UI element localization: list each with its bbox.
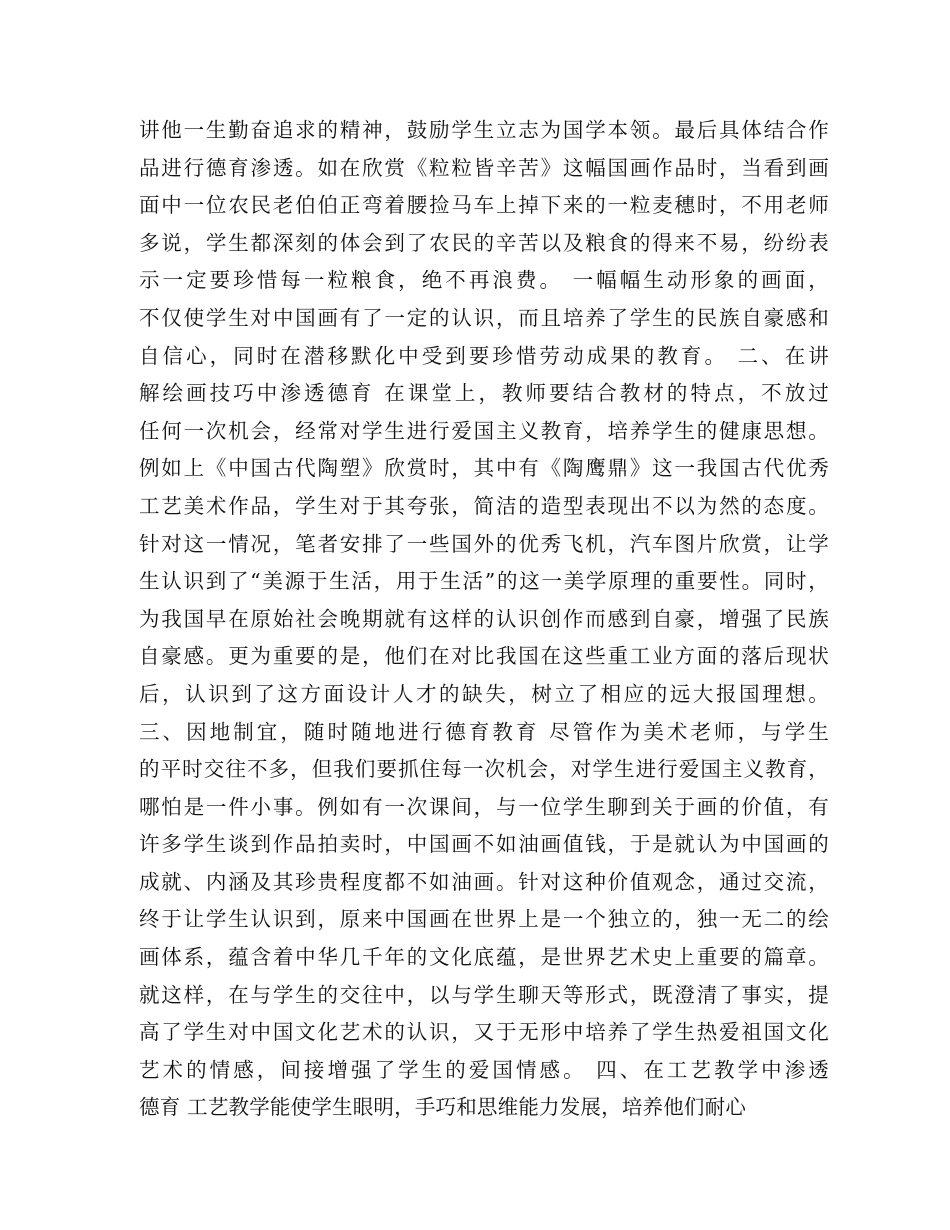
text-line: 生认识到了“美源于生活，用于生活”的这一美学原理的重要性。同时，	[139, 569, 829, 594]
text-line: 不仅使学生对中国画有了一定的认识，而且培养了学生的民族自豪感和	[139, 305, 829, 330]
text-line: 哪怕是一件小事。例如有一次课间，与一位学生聊到关于画的价值，有	[139, 794, 829, 819]
text-line: 品进行德育渗透。如在欣赏《粒粒皆辛苦》这幅国画作品时，当看到画	[139, 155, 829, 180]
text-line: 高了学生对中国文化艺术的认识，又于无形中培养了学生热爱祖国文化	[139, 1020, 829, 1045]
text-line: 成就、内涵及其珍贵程度都不如油画。针对这种价值观念，通过交流，	[139, 869, 829, 894]
text-line: 为我国早在原始社会晚期就有这样的认识创作而感到自豪，增强了民族	[139, 606, 829, 631]
text-line: 讲他一生勤奋追求的精神，鼓励学生立志为国学本领。最后具体结合作	[139, 118, 829, 142]
text-line: 终于让学生认识到，原来中国画在世界上是一个独立的，独一无二的绘	[139, 907, 829, 932]
text-line: 艺术的情感，间接增强了学生的爱国情感。 四、在工艺教学中渗透	[139, 1057, 829, 1082]
body-text	[139, 112, 829, 1127]
text-line: 德育 工艺教学能使学生眼明，手巧和思维能力发展，培养他们耐心	[139, 1095, 747, 1120]
text-line: 三、因地制宜，随时随地进行德育教育 尽管作为美术老师，与学生	[139, 719, 829, 744]
text-line: 解绘画技巧中渗透德育 在课堂上，教师要结合教材的特点，不放过	[139, 381, 829, 406]
text-line: 示一定要珍惜每一粒粮食，绝不再浪费。 一幅幅生动形象的画面，	[139, 268, 829, 293]
text-line: 工艺美术作品，学生对于其夸张，简洁的造型表现出不以为然的态度。	[139, 493, 829, 518]
text-line: 后，认识到了这方面设计人才的缺失，树立了相应的远大报国理想。	[139, 681, 829, 706]
text-line: 画体系，蕴含着中华几千年的文化底蕴，是世界艺术史上重要的篇章。	[139, 945, 829, 970]
text-line: 多说，学生都深刻的体会到了农民的辛苦以及粮食的得来不易，纷纷表	[139, 230, 829, 255]
text-line: 针对这一情况，笔者安排了一些国外的优秀飞机，汽车图片欣赏，让学	[139, 531, 829, 556]
text-line: 许多学生谈到作品拍卖时，中国画不如油画值钱，于是就认为中国画的	[139, 832, 829, 857]
text-line: 就这样，在与学生的交往中，以与学生聊天等形式，既澄清了事实，提	[139, 982, 829, 1007]
text-line: 的平时交往不多，但我们要抓住每一次机会，对学生进行爱国主义教育，	[139, 757, 829, 782]
text-line: 任何一次机会，经常对学生进行爱国主义教育，培养学生的健康思想。	[139, 418, 829, 443]
text-line: 自信心，同时在潜移默化中受到要珍惜劳动成果的教育。 二、在讲	[139, 343, 829, 368]
text-line: 自豪感。更为重要的是，他们在对比我国在这些重工业方面的落后现状	[139, 644, 829, 669]
text-line: 例如上《中国古代陶塑》欣赏时，其中有《陶鹰鼎》这一我国古代优秀	[139, 456, 829, 481]
text-line: 面中一位农民老伯伯正弯着腰捡马车上掉下来的一粒麦穗时，不用老师	[139, 193, 829, 218]
